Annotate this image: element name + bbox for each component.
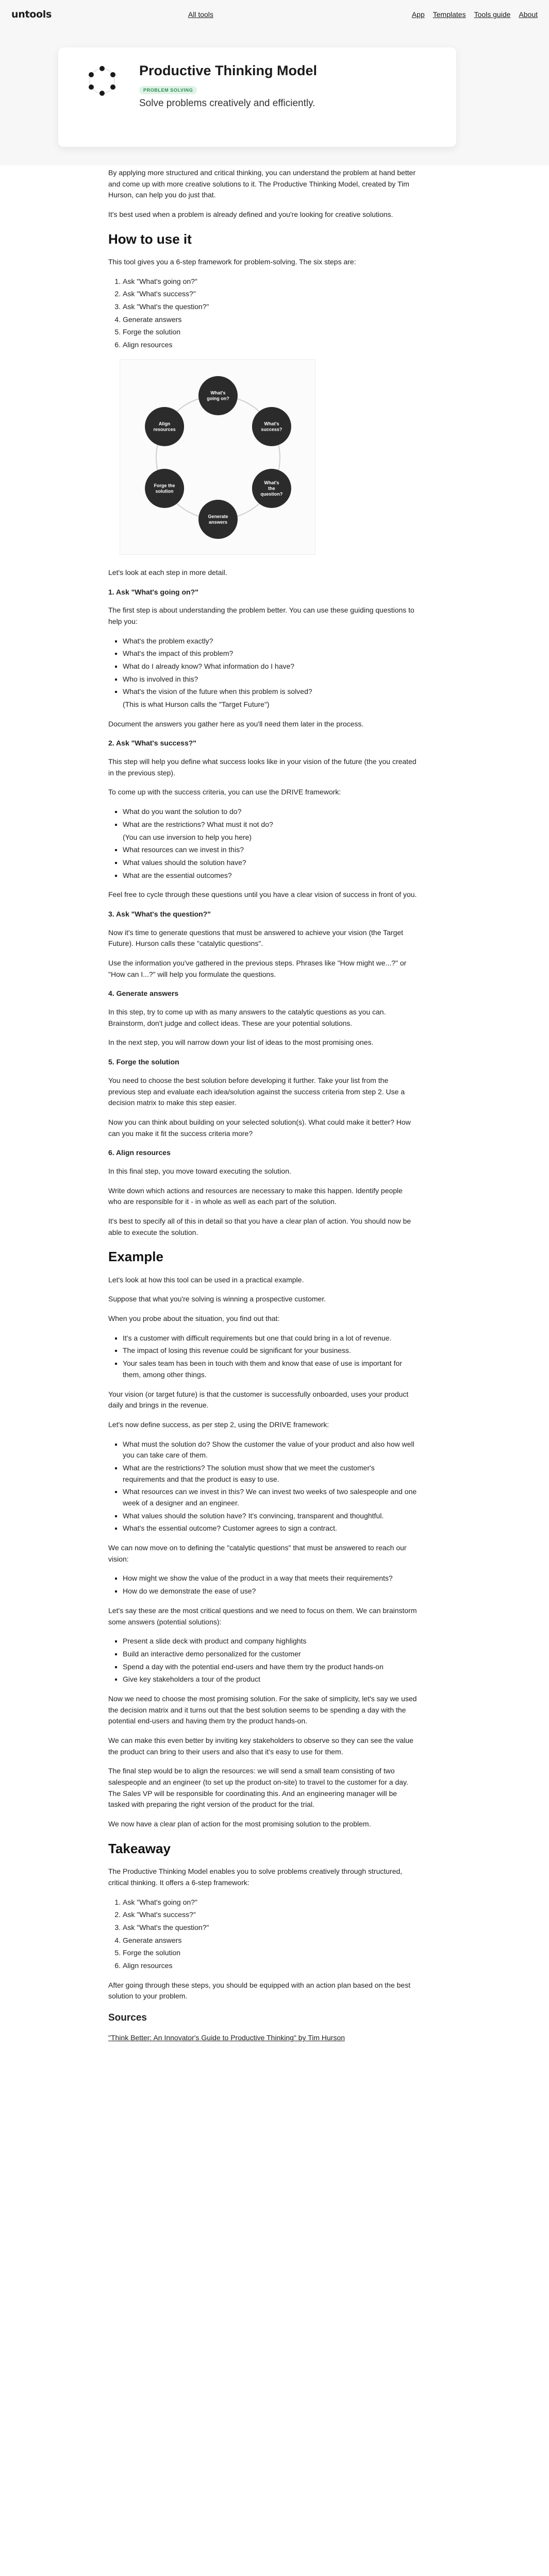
intro-p2: It's best used when a problem is already defined and you're looking for creative solutions.	[108, 210, 393, 219]
list-item: ▪ How do we demonstrate the ease of use?	[123, 1586, 418, 1597]
example-p1: Let's look at how this tool can be used in a practical example.	[108, 1275, 304, 1284]
cycle-diagram	[120, 360, 316, 555]
list-item: 1. Ask "What's going on?"	[123, 1897, 418, 1908]
takeaway-heading: Takeaway	[108, 1840, 171, 1856]
step2-p1: This step will help you define what success looks like in your vision of the future (the you created in the previous step).	[108, 757, 417, 777]
diagram-node-label: What's success?	[261, 421, 282, 432]
source-link[interactable]: "Think Better: An Innovator's Guide to Productive Thinking" by Tim Hurson	[108, 2033, 345, 2042]
diagram-node	[252, 469, 291, 508]
nav-about[interactable]: About	[519, 10, 538, 19]
list-item: 1. Ask "What's going on?"	[123, 276, 418, 287]
example-p6: We can now move on to defining the "catalytic questions" that must be answered to reach our vision:	[108, 1544, 407, 1563]
step6-title: 6. Align resources	[108, 1148, 171, 1157]
step1-p2: Document the answers you gather here as you'll need them later in the process.	[108, 719, 364, 728]
top-navigation	[0, 0, 549, 29]
site-logo[interactable]: untools	[11, 9, 52, 20]
page-subtitle: Solve problems creatively and efficiently.	[139, 98, 315, 109]
list-item: ▪ What's the impact of this problem?	[123, 648, 418, 659]
step5-p1: You need to choose the best solution before developing it further. Take your list from the previous step and evaluate each idea/solution against the success criteria from step 2. Use a decision matrix to make this step easier.	[108, 1076, 405, 1107]
takeaway-steps	[123, 1897, 418, 1972]
list-item: ▪ What are the restrictions? What must it not do?	[123, 819, 418, 831]
step2-note: (You can use inversion to help you here)	[123, 833, 252, 841]
list-item: 2. Ask "What's success?"	[123, 1909, 418, 1921]
step6-p2: Write down which actions and resources are necessary to make this happen. Identify people who are responsible for it - in whole as well as each part of the solution.	[108, 1186, 403, 1206]
list-item: ▪ Build an interactive demo personalized for the customer	[123, 1649, 418, 1660]
takeaway-p1: The Productive Thinking Model enables you to solve problems creatively through structured, critical thinking. It offers a 6-step framework:	[108, 1867, 403, 1887]
list-item: ▪ What do you want the solution to do?	[123, 806, 418, 818]
diagram-node	[252, 407, 291, 446]
list-item: ▪ What resources can we invest in this? We can invest two weeks of two salespeople and one week of a designer and an engineer.	[123, 1486, 418, 1509]
example-list-2	[123, 1439, 418, 1535]
diagram-node-label: Generate answers	[208, 514, 228, 525]
example-p8: Now we need to choose the most promising solution. For the sake of simplicity, let's say we used the decision matrix and it turns out that the best solution seems to be spending a day with the potential end-users and having them try the product hands-on.	[108, 1694, 417, 1725]
step1-title: 1. Ask "What's going on?"	[108, 587, 198, 596]
hero-card	[58, 47, 456, 147]
list-item: ▪ What are the essential outcomes?	[123, 870, 418, 882]
step5-title: 5. Forge the solution	[108, 1058, 179, 1066]
nav-templates[interactable]: Templates	[432, 10, 466, 19]
page-title: Productive Thinking Model	[139, 63, 318, 78]
nav-app[interactable]: App	[411, 10, 425, 19]
step1-p1: The first step is about understanding the problem better. You can use these guiding questions to help you:	[108, 606, 414, 625]
list-item: ▪ Give key stakeholders a tour of the product	[123, 1674, 418, 1685]
diagram-node	[145, 407, 184, 446]
list-item: ▪ What do I already know? What information do I have?	[123, 661, 418, 672]
example-p7: Let's say these are the most critical questions and we need to focus on them. We can brainstorm some answers (potential solutions):	[108, 1606, 417, 1626]
step5-p2: Now you can think about building on your selected solution(s). What could make it better? How can you make it fit the success criteria more?	[108, 1117, 411, 1138]
list-item: ▪ The impact of losing this revenue could be significant for your business.	[123, 1345, 418, 1357]
list-item: ▪ Who is involved in this?	[123, 674, 418, 685]
list-item: ▪ It's a customer with difficult requirements but one that could bring in a lot of revenue.	[123, 1333, 418, 1344]
list-item: ▪ What are the restrictions? The solution must show that we meet the customer's requirements and that the product is easy to use.	[123, 1463, 418, 1485]
diagram-node-label: What's the question?	[260, 480, 283, 497]
list-item: ▪ What's the problem exactly?	[123, 636, 418, 647]
step4-title: 4. Generate answers	[108, 989, 179, 998]
step6-p1: In this final step, you move toward executing the solution.	[108, 1166, 291, 1175]
list-item: ▪ What resources can we invest in this?	[123, 844, 418, 856]
example-p4: Your vision (or target future) is that the customer is successfully onboarded, uses your product daily and brings in the revenue.	[108, 1389, 409, 1410]
example-p3: When you probe about the situation, you find out that:	[108, 1314, 280, 1323]
example-p5: Let's now define success, as per step 2, using the DRIVE framework:	[108, 1420, 329, 1429]
step1-note: (This is what Hurson calls the "Target Future")	[123, 700, 270, 709]
example-list-3	[123, 1573, 418, 1597]
step2-title: 2. Ask "What's success?"	[108, 739, 196, 748]
diagram-node-label: Forge the solution	[154, 483, 175, 494]
all-tools-link[interactable]: All tools	[188, 10, 213, 19]
list-item: 3. Ask "What's the question?"	[123, 1922, 418, 1934]
drive-list-cont	[123, 844, 418, 881]
diagram-node	[145, 469, 184, 508]
example-heading: Example	[108, 1249, 163, 1265]
list-item: 4. Generate answers	[123, 314, 418, 326]
step2-p2: To come up with the success criteria, you can use the DRIVE framework:	[108, 788, 341, 796]
how-to-heading: How to use it	[108, 231, 192, 247]
category-badge[interactable]: PROBLEM SOLVING	[139, 86, 197, 94]
list-item: 6. Align resources	[123, 1960, 418, 1972]
steps-list	[123, 276, 418, 351]
diagram-node	[198, 500, 238, 539]
list-item: ▪ How might we show the value of the product in a way that meets their requirements?	[123, 1573, 418, 1584]
step4-p1: In this step, try to come up with as many answers to the catalytic questions as you can. Brainstorm, don't judge and collect ideas. These are your potential solutions.	[108, 1008, 386, 1027]
list-item: ▪ What's the essential outcome? Customer agrees to sign a contract.	[123, 1523, 418, 1534]
sources-heading: Sources	[108, 2012, 147, 2024]
example-p10: The final step would be to align the resources: we will send a small team consisting of two salespeople and an engineer (to set up the product on-site) to travel to the customer for a day. The Sales VP will be responsible for coordinating this. And an engineering manager will be tasked with preparing the right version of the product for the trial.	[108, 1767, 408, 1809]
nav-tools-guide[interactable]: Tools guide	[474, 10, 511, 19]
list-item: ▪ What's the vision of the future when this problem is solved?	[123, 686, 418, 698]
list-item: 3. Ask "What's the question?"	[123, 301, 418, 313]
list-item: 5. Forge the solution	[123, 327, 418, 338]
list-item: 6. Align resources	[123, 340, 418, 351]
list-item: ▪ Present a slide deck with product and company highlights	[123, 1636, 418, 1647]
list-item: ▪ What values should the solution have?	[123, 857, 418, 869]
list-item: 5. Forge the solution	[123, 1947, 418, 1959]
step3-p1: Now it's time to generate questions that must be answered to achieve your vision (the Target Future). Hurson calls these "catalytic questions".	[108, 928, 404, 948]
list-item: ▪ What must the solution do? Show the customer the value of your product and also how well you can take care of them.	[123, 1439, 418, 1461]
example-p2: Suppose that what you're solving is winning a prospective customer.	[108, 1295, 326, 1303]
step3-title: 3. Ask "What's the question?"	[108, 909, 211, 918]
example-list-1	[123, 1333, 418, 1381]
list-item: ▪ What values should the solution have? It's convincing, transparent and thoughtful.	[123, 1511, 418, 1522]
diagram-node	[198, 376, 238, 415]
article	[108, 167, 418, 2052]
cycle-icon	[84, 63, 120, 99]
list-item: ▪ Spend a day with the potential end-users and have them try the product hands-on	[123, 1662, 418, 1673]
step3-p2: Use the information you've gathered in the previous steps. Phrases like "How might we...?" or "How can I...?" will help you formulate the questions.	[108, 959, 407, 978]
example-p11: We now have a clear plan of action for the most promising solution to the problem.	[108, 1820, 371, 1828]
example-list-4	[123, 1636, 418, 1685]
example-p9: We can make this even better by inviting key stakeholders to observe so they can see the value the product can bring to their users and also that it's easy to use for them.	[108, 1736, 413, 1756]
takeaway-p2: After going through these steps, you should be equipped with an action plan based on the best solution to your problem.	[108, 1980, 411, 2001]
diagram-node-label: What's going on?	[207, 390, 229, 401]
step1-list	[123, 636, 418, 698]
step2-p3: Feel free to cycle through these questions until you have a clear vision of success in front of you.	[108, 890, 417, 899]
step4-p2: In the next step, you will narrow down your list of ideas to the most promising ones.	[108, 1038, 374, 1047]
step6-p3: It's best to specify all of this in detail so that you have a clear plan of action. You should now be able to execute the solution.	[108, 1217, 411, 1236]
list-item: ▪ Your sales team has been in touch with them and know that ease of use is important for them, among other things.	[123, 1358, 418, 1380]
nav-links	[412, 10, 538, 19]
detail-intro: Let's look at each step in more detail.	[108, 568, 227, 577]
list-item: 2. Ask "What's success?"	[123, 289, 418, 300]
intro-p1: By applying more structured and critical thinking, you can understand the problem at hand better and come up with more creative solutions to it. The Productive Thinking Model, created by Tim Hurson, can help you do just that.	[108, 168, 416, 199]
how-to-lead: This tool gives you a 6-step framework for problem-solving. The six steps are:	[108, 258, 356, 266]
drive-list	[123, 806, 418, 830]
list-item: 4. Generate answers	[123, 1935, 418, 1946]
process-diagram	[120, 359, 315, 555]
diagram-node-label: Align resources	[153, 421, 176, 432]
